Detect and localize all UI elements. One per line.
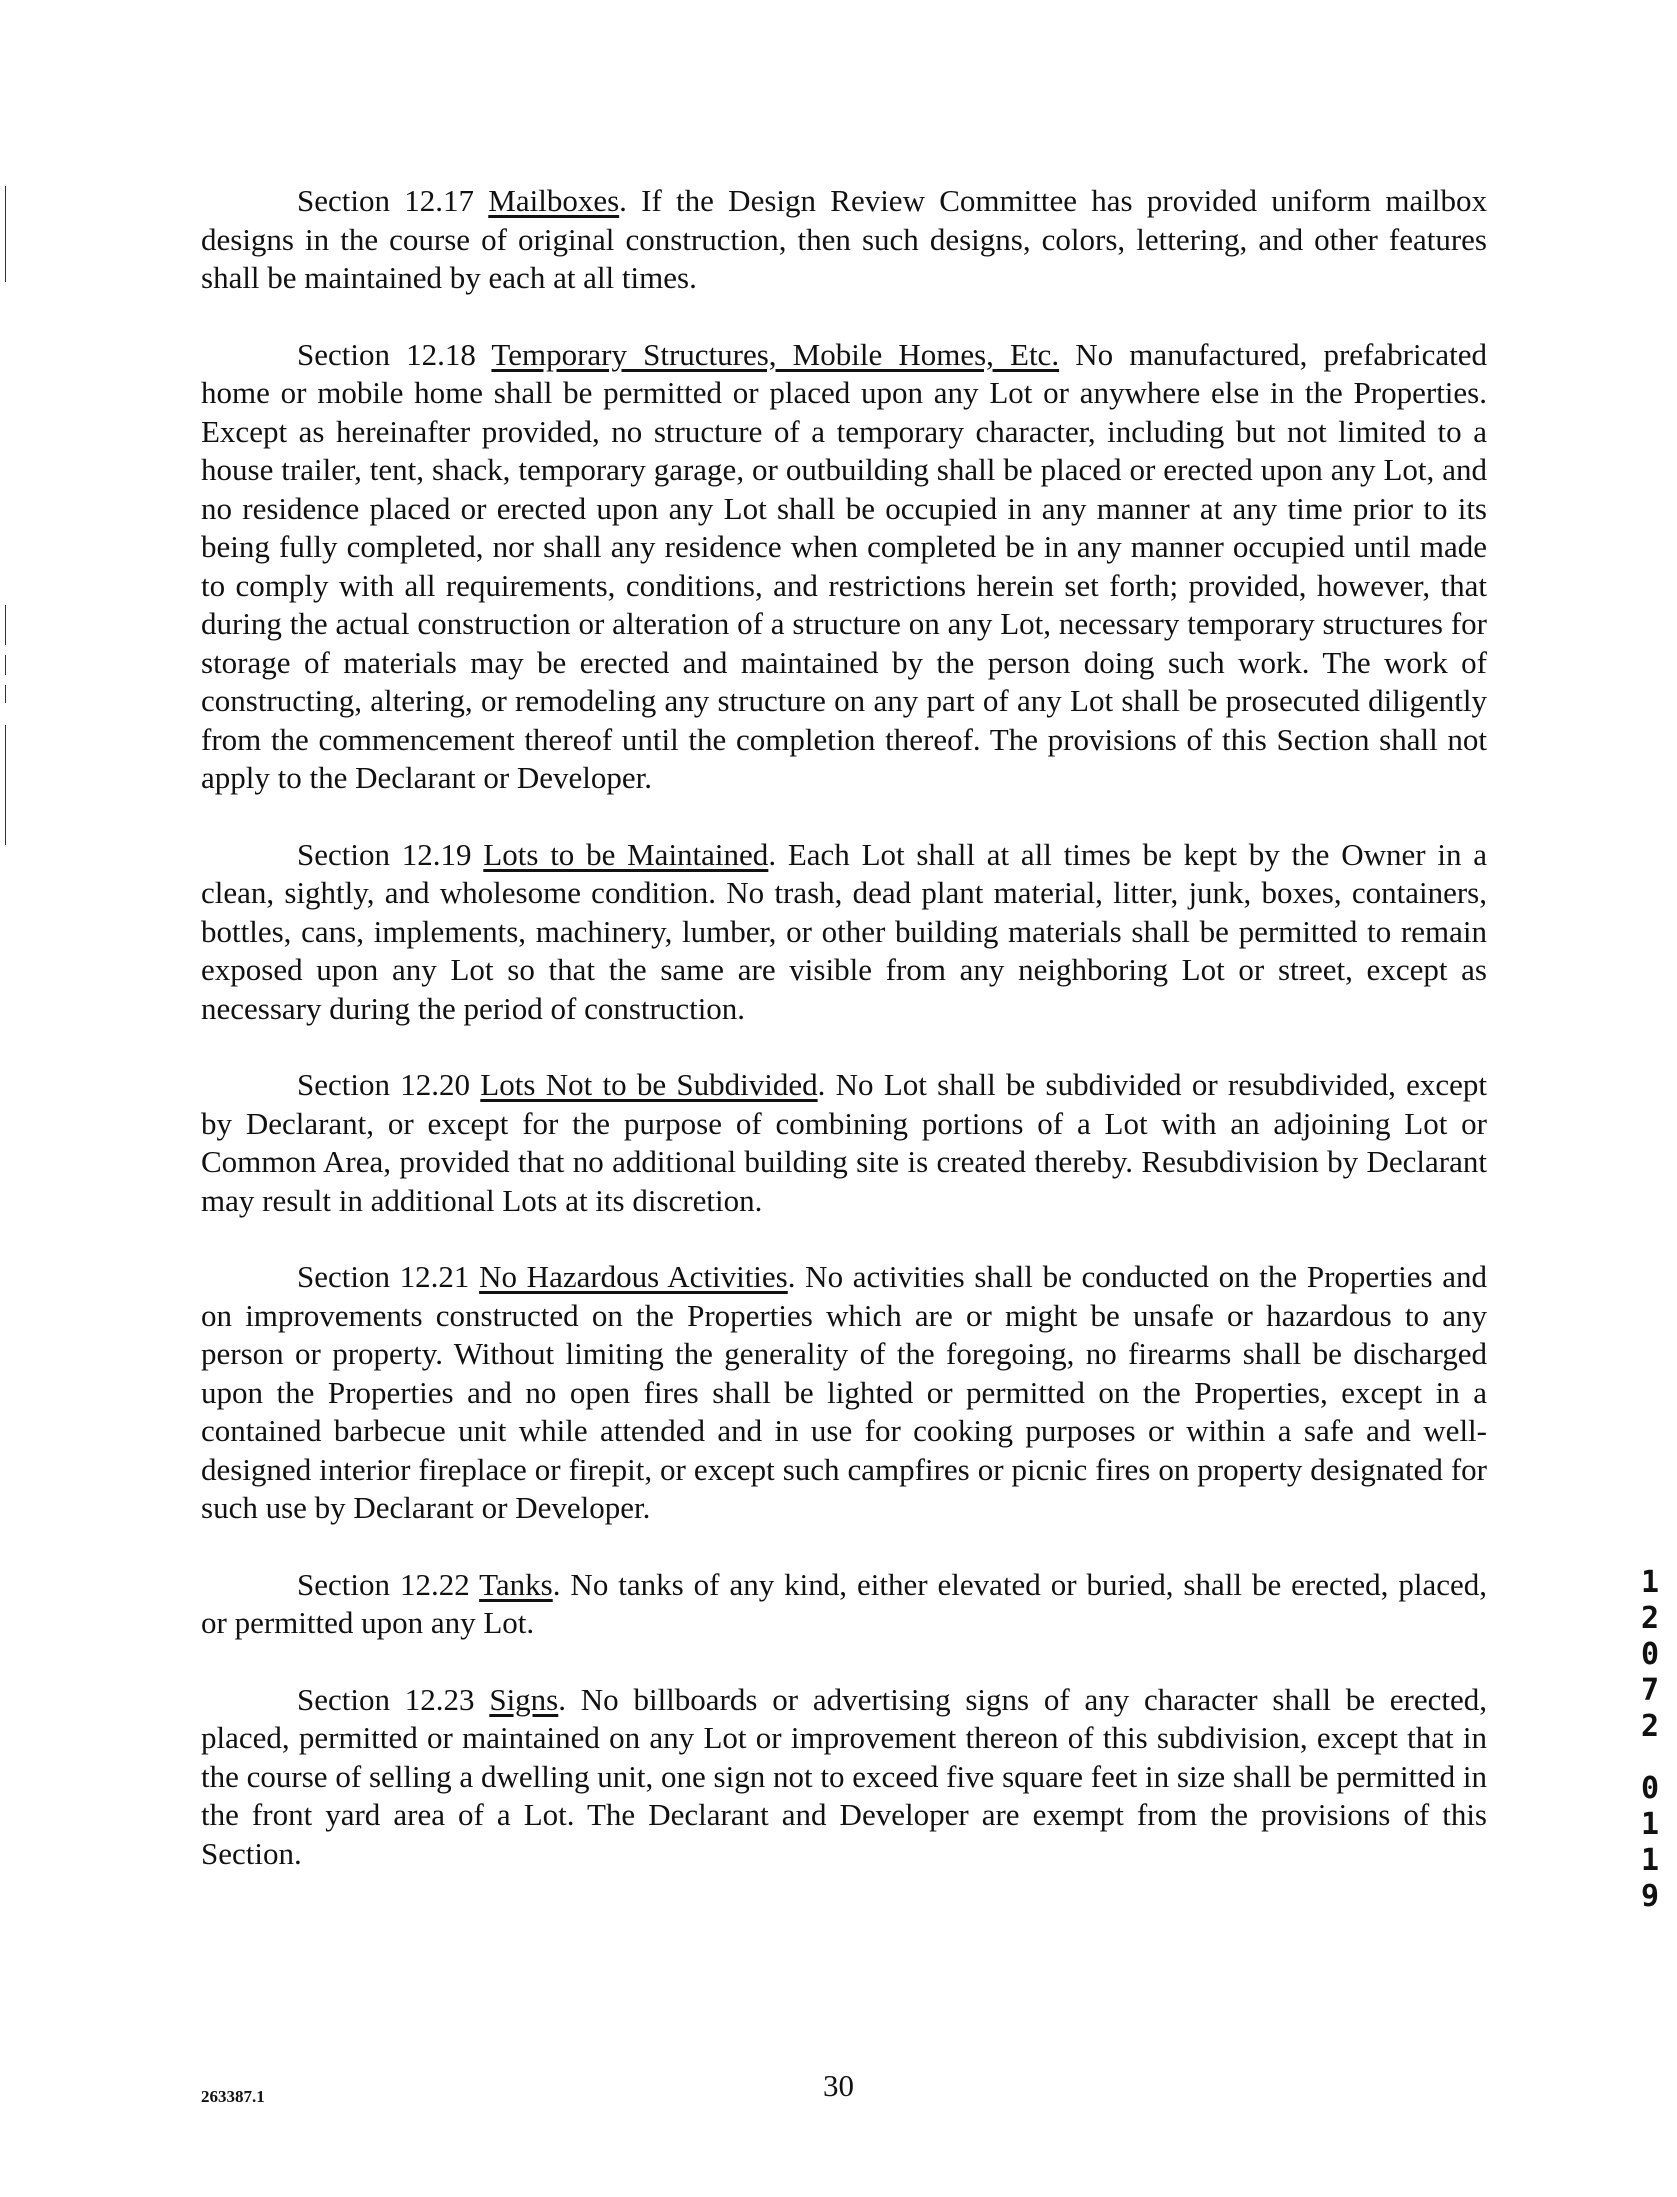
- section-12-20: [201, 1066, 1487, 1220]
- section-title: Signs: [489, 1681, 559, 1717]
- section-text: . Each Lot shall at all times be kept by the Owner in a clean, sightly, and wholesome condition. No trash, dead plant material, litter, junk, boxes, containers, bottles, cans, implements, machinery, lumber, or other building materials shall be permitted to remain exposed upon any Lot so that the same are visible from any neighboring Lot or street, except as necessary during the period of construction.: [201, 836, 1487, 1026]
- section-title: Mailboxes: [488, 183, 620, 218]
- section-text: . No tanks of any kind, either elevated or buried, shall be erected, placed, or permitted upon any Lot.: [201, 1566, 1487, 1640]
- stamp-digit: 0: [1640, 1637, 1660, 1672]
- stamp-gap: [1630, 1745, 1670, 1771]
- change-bar-5: [5, 725, 6, 845]
- change-bar-1: [5, 186, 6, 282]
- stamp-digit: 1: [1640, 1807, 1660, 1842]
- stamp-digit: 0: [1640, 1771, 1660, 1806]
- section-12-23: [201, 1681, 1487, 1874]
- stamp-digit: 1: [1640, 1565, 1660, 1600]
- section-title: Lots to be Maintained: [483, 836, 769, 872]
- section-title: Temporary Structures, Mobile Homes, Etc.: [491, 336, 1060, 372]
- section-label: Section 12.23: [297, 1681, 475, 1717]
- stamp-digit: 2: [1640, 1601, 1660, 1636]
- section-label: Section 12.18: [297, 336, 476, 372]
- recording-stamp: [1630, 1565, 1670, 1915]
- change-bar-2: [5, 605, 6, 645]
- section-label: Section 12.19: [297, 836, 472, 872]
- stamp-digit: 1: [1640, 1843, 1660, 1878]
- section-text: No manufactured, prefabricated home or mobile home shall be permitted or placed upon any Lot or anywhere else in the Properties. Except as hereinafter provided, no structure of a temporary character, including but not limited to a house trailer, tent, shack, temporary garage, or outbuilding shall be placed or erected upon any Lot, and no residence placed or erected upon any Lot shall be occupied in any manner at any time prior to its being fully completed, nor shall any residence when completed be in any manner occupied until made to comply with all requirements, conditions, and restrictions herein set forth; provided, however, that during the actual construction or alteration of a structure on any Lot, necessary temporary structures for storage of materials may be erected and maintained by the person doing such work. The work of constructing, altering, or remodeling any structure on any part of any Lot shall be prosecuted diligently from the commencement thereof until the completion thereof. The provisions of this Section shall not apply to the Declarant or Developer.: [201, 336, 1487, 795]
- section-title: No Hazardous Activities: [479, 1259, 788, 1294]
- change-bar-4: [5, 685, 6, 703]
- change-bar-3: [5, 655, 6, 675]
- section-text: . No Lot shall be subdivided or resubdivided, except by Declarant, or except for the purpose of combining portions of a Lot with an adjoining Lot or Common Area, provided that no additional building site is created thereby. Resubdivision by Declarant may result in additional Lots at its discretion.: [201, 1067, 1487, 1218]
- section-label: Section 12.22: [297, 1566, 470, 1602]
- section-12-22: [201, 1566, 1487, 1643]
- section-text: . If the Design Review Committee has provided uniform mailbox designs in the course of original construction, then such designs, colors, lettering, and other features shall be maintained by each at all times.: [201, 183, 1487, 295]
- page-number: 30: [823, 2068, 854, 2103]
- stamp-digit: 2: [1640, 1709, 1660, 1744]
- section-12-17: [201, 182, 1487, 298]
- section-12-18: [201, 336, 1487, 798]
- section-12-21: [201, 1258, 1487, 1528]
- section-label: Section 12.17: [297, 183, 474, 218]
- stamp-digit: 7: [1640, 1673, 1660, 1708]
- section-text: . No activities shall be conducted on the Properties and on improvements constructed on the Properties which are or might be unsafe or hazardous to any person or property. Without limiting the generality of the foregoing, no firearms shall be discharged upon the Properties and no open fires shall be lighted or permitted on the Properties, except in a contained barbecue unit while attended and in use for cooking purposes or within a safe and well-designed interior fireplace or firepit, or except such campfires or picnic fires on property designated for such use by Declarant or Developer.: [201, 1259, 1487, 1525]
- stamp-digit: 9: [1640, 1879, 1660, 1914]
- section-text: . No billboards or advertising signs of any character shall be erected, placed, permitted or maintained on any Lot or improvement thereon of this subdivision, except that in the course of selling a dwelling unit, one sign not to exceed five square feet in size shall be permitted in the front yard area of a Lot. The Declarant and Developer are exempt from the provisions of this Section.: [201, 1681, 1487, 1871]
- section-title: Lots Not to be Subdivided: [480, 1067, 818, 1102]
- document-id: 263387.1: [201, 2087, 265, 2106]
- section-title: Tanks: [479, 1566, 553, 1602]
- document-body: [201, 182, 1487, 1911]
- section-label: Section 12.21: [297, 1259, 470, 1294]
- section-label: Section 12.20: [297, 1067, 471, 1102]
- section-12-19: [201, 836, 1487, 1029]
